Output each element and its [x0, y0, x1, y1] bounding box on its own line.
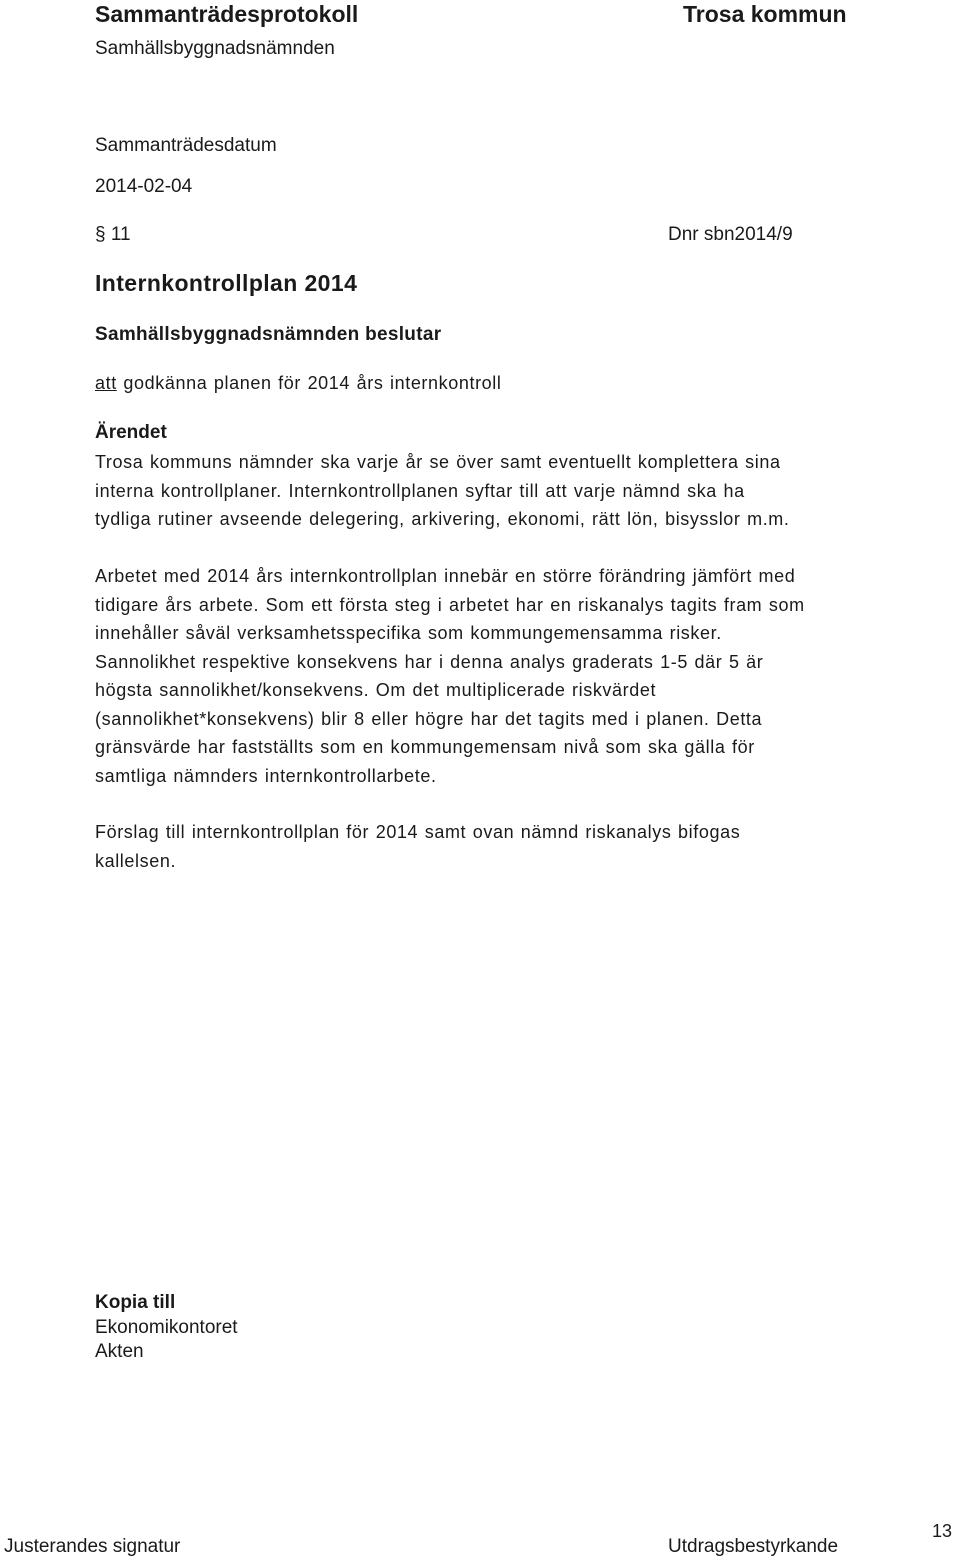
copy-recipient: Akten	[95, 1341, 144, 1362]
meeting-date: 2014-02-04	[95, 176, 193, 197]
organization-name: Trosa kommun	[683, 1, 847, 27]
paragraph-line: samtliga nämnders internkontrollarbete.	[95, 765, 437, 786]
paragraph-line: (sannolikhet*konsekvens) blir 8 eller högre har det tagits med i planen. Detta	[95, 708, 763, 729]
matter-paragraph-3	[95, 818, 950, 875]
committee-name: Samhällsbyggnadsnämnden	[95, 38, 335, 59]
signature-label: Justerandes signatur	[4, 1536, 181, 1557]
extract-certification-label: Utdragsbestyrkande	[668, 1536, 839, 1557]
diary-number: Dnr sbn2014/9	[668, 224, 793, 245]
paragraph-line: gränsvärde har fastställts som en kommungemensam nivå som ska gälla för	[95, 737, 755, 757]
paragraph-line: tidigare års arbete. Som ett första steg i arbetet har en riskanalys tagits fram som	[95, 594, 805, 615]
matter-paragraph-2	[95, 562, 950, 790]
paragraph-line: kallelsen.	[95, 850, 177, 871]
paragraph-line: Förslag till internkontrollplan för 2014 samt ovan nämnd riskanalys bifogas	[95, 822, 741, 842]
copy-recipient: Ekonomikontoret	[95, 1317, 238, 1338]
paragraph-line: Sannolikhet respektive konsekvens har i denna analys graderats 1-5 där 5 är	[95, 651, 764, 672]
copy-to-heading: Kopia till	[95, 1292, 176, 1313]
paragraph-line: högsta sannolikhet/konsekvens. Om det multiplicerade riskvärdet	[95, 680, 657, 700]
paragraph-line: Arbetet med 2014 års internkontrollplan innebär en större förändring jämfört med	[95, 566, 796, 586]
matter-paragraph-1	[95, 448, 950, 534]
att-word: att	[95, 373, 117, 393]
page-number: 13	[932, 1521, 953, 1541]
paragraph-line: tydliga rutiner avseende delegering, arkivering, ekonomi, rätt lön, bisysslor m.m.	[95, 509, 790, 529]
decision-heading: Samhällsbyggnadsnämnden beslutar	[95, 324, 442, 345]
matter-heading: Ärendet	[95, 422, 167, 443]
paragraph-line: innehåller såväl verksamhetsspecifika som kommungemensamma risker.	[95, 623, 722, 643]
paragraph-line: interna kontrollplaner. Internkontrollplanen syftar till att varje nämnd ska ha	[95, 480, 745, 501]
decision-text	[95, 373, 501, 394]
decision-body: godkänna planen för 2014 års internkontroll	[116, 373, 502, 393]
section-number: § 11	[95, 224, 131, 245]
section-title: Internkontrollplan 2014	[95, 270, 358, 296]
meeting-date-label: Sammanträdesdatum	[95, 135, 277, 156]
document-type: Sammanträdesprotokoll	[95, 1, 359, 27]
paragraph-line: Trosa kommuns nämnder ska varje år se över samt eventuellt komplettera sina	[95, 452, 781, 472]
